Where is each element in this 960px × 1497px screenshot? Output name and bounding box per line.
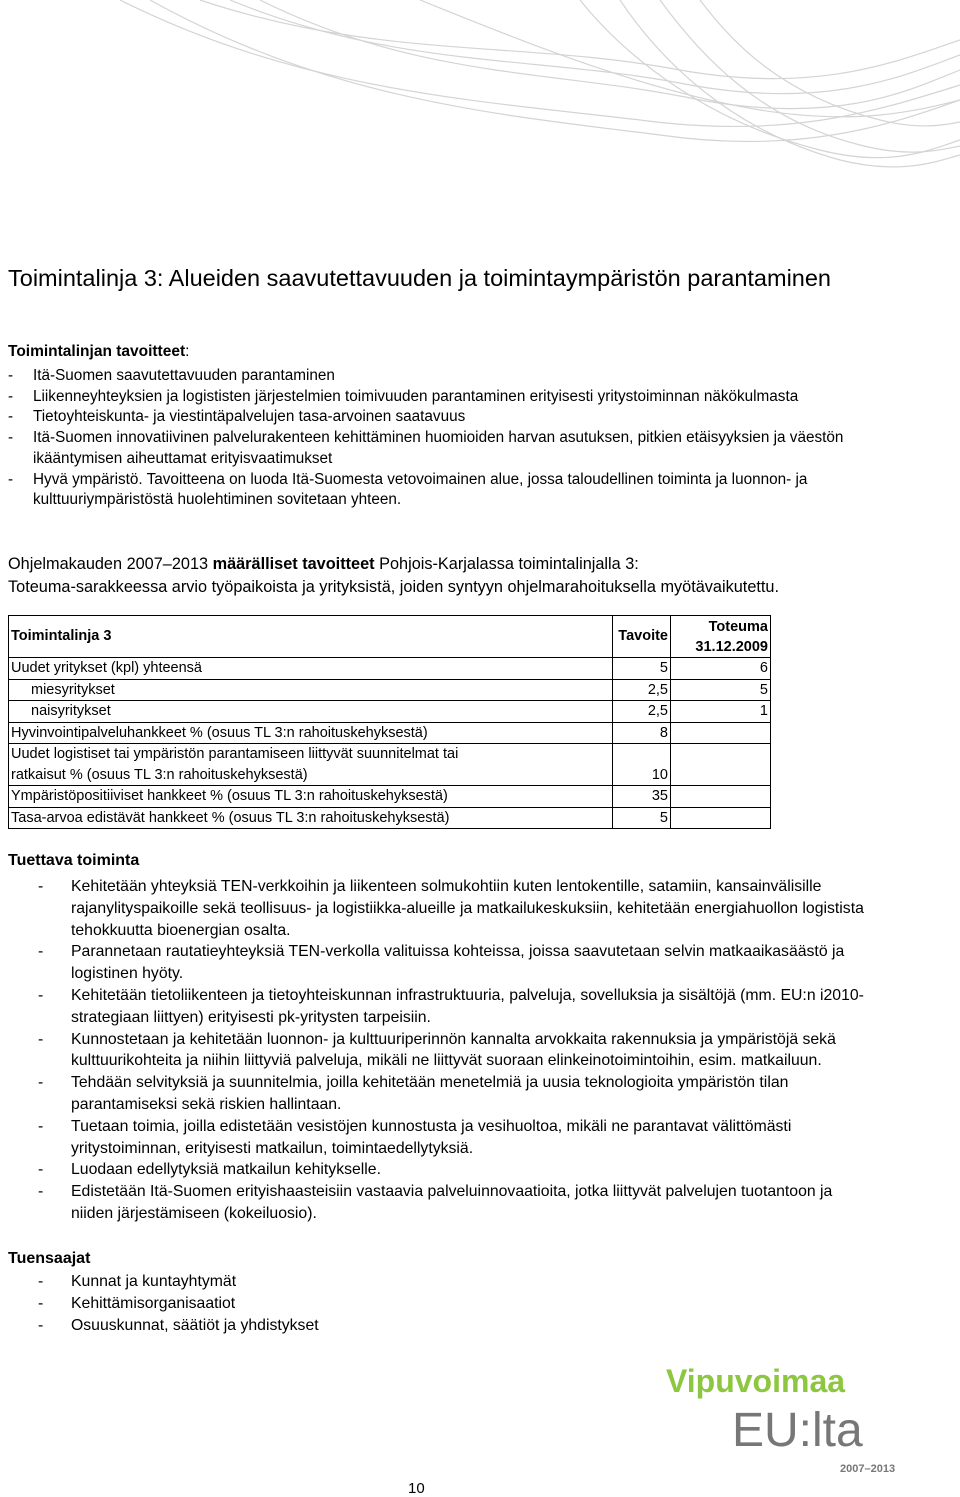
goal-item: [8, 366, 908, 387]
goal-item: [8, 470, 908, 511]
list-item: [38, 941, 878, 985]
list-dash: -: [38, 1074, 44, 1092]
goal-item: [8, 387, 908, 408]
list-dash: -: [38, 1273, 44, 1290]
list-dash: -: [8, 387, 14, 405]
item-text: Kunnat ja kuntayhtymät: [71, 1273, 237, 1290]
list-item: [38, 1181, 878, 1225]
list-item: [38, 1159, 878, 1181]
item-text: Tuetaan toimia, joilla edistetään vesistöjen kunnostusta ja vesihuoltoa, mikäli ne parantavat välittömästi yritystoiminnan, erityisesti matkailun, toimintaedellytyksiä.: [71, 1117, 792, 1157]
list-dash: -: [38, 986, 44, 1004]
row-target: 2,5: [613, 701, 671, 723]
beneficiaries-list: [38, 1271, 878, 1336]
page-number: 10: [408, 1480, 425, 1497]
list-dash: -: [38, 1161, 44, 1179]
row-target: 5: [613, 658, 671, 680]
table-row: [9, 658, 771, 680]
item-text: Kehittämisorganisaatiot: [71, 1294, 236, 1312]
row-label: naisyritykset: [9, 701, 613, 723]
list-item: [38, 1072, 878, 1116]
row-actual: 5: [671, 679, 771, 701]
goal-text: Liikenneyhteyksien ja logististen järjestelmien toimivuuden parantaminen erityisesti yritystoiminnan näkökulmasta: [33, 387, 799, 405]
list-item: [38, 1029, 878, 1073]
goals-heading: Toimintalinjan tavoitteet:: [8, 343, 190, 360]
item-text: Kehitetään tietoliikenteen ja tietoyhteiskunnan infrastruktuuria, palveluja, sovelluksia ja sisältöjä (mm. EU:n i2010-strategiaan liittyen) erityisesti pk-yritysten tarpeisiin.: [71, 986, 864, 1026]
header-target: Tavoite: [613, 616, 671, 658]
logo-eu-text: EU:lta: [732, 1404, 863, 1457]
intro-line-2: Toteuma-sarakkeessa arvio työpaikoista ja yrityksistä, joiden syntyyn ohjelmarahoituksella myötävaikutettu.: [8, 578, 779, 596]
item-text: Luodaan edellytyksiä matkailun kehitykselle.: [71, 1161, 381, 1179]
list-dash: -: [38, 1117, 44, 1135]
intro-line-1: [8, 553, 948, 576]
list-dash: -: [8, 429, 14, 447]
beneficiaries-heading: Tuensaajat: [8, 1250, 91, 1267]
row-actual: 1: [671, 701, 771, 723]
row-actual: 6: [671, 658, 771, 680]
goals-list: [8, 366, 908, 511]
row-actual: [671, 744, 771, 786]
header-actual: [671, 616, 771, 658]
table-row: [9, 679, 771, 701]
goal-text: Itä-Suomen innovatiivinen palvelurakenteen kehittäminen huomioiden harvan asutuksen, pitkien etäisyyksien ja väestön ikääntymisen aiheuttamat erityisvaatimukset: [33, 429, 844, 467]
intro-text: Pohjois-Karjalassa toimintalinjalla 3:: [374, 555, 639, 573]
intro-bold-text: määrälliset tavoitteet: [212, 555, 375, 573]
table-row: [9, 807, 771, 829]
goal-item: [8, 428, 908, 469]
goal-text: Hyvä ympäristö. Tavoitteena on luoda Itä-Suomesta vetovoimainen alue, jossa taloudellinen toiminta ja luonnon- ja kulttuuriympäristöstä huolehtiminen sovitetaan yhteen.: [33, 470, 808, 509]
row-label-line1: Uudet logistiset tai ympäristön parantamiseen liittyvät suunnitelmat tai: [11, 746, 459, 762]
row-target: 35: [613, 786, 671, 808]
targets-table: [8, 615, 771, 829]
row-actual: [671, 722, 771, 744]
item-text: Edistetään Itä-Suomen erityishaasteisiin vastaavia palveluinnovaatioita, jotka liittyvät palvelujen tuotantoon ja niiden järjestämiseen (kokeiluosio).: [71, 1183, 833, 1222]
goal-item: [8, 407, 908, 428]
item-text: Kunnostetaan ja kehitetään luonnon- ja kulttuuriperinnön kannalta arvokkaita rakennuksia ja ympäristöjä sekä kulttuurikohteita ja niihin liittyviä palveluja, mikäli ne liittyvät suoraan elinkeinotoimintoihin, esim. matkailuun.: [71, 1030, 836, 1070]
goal-text: Tietoyhteiskunta- ja viestintäpalvelujen tasa-arvoinen saatavuus: [33, 408, 466, 426]
intro-text: Ohjelmakauden 2007–2013: [8, 555, 213, 573]
goals-heading-text: Toimintalinjan tavoitteet: [8, 343, 186, 360]
row-target: 5: [613, 807, 671, 829]
list-item: [38, 1293, 878, 1315]
row-label: Tasa-arvoa edistävät hankkeet % (osuus TL 3:n rahoituskehyksestä): [9, 807, 613, 829]
list-dash: -: [38, 943, 44, 961]
table-row: [9, 786, 771, 808]
list-dash: -: [8, 367, 14, 384]
list-dash: -: [38, 1316, 44, 1334]
targets-intro: [8, 553, 948, 599]
page-title: Toimintalinja 3: Alueiden saavutettavuuden ja toimintaympäristön parantaminen: [8, 265, 831, 291]
list-dash: -: [38, 1030, 44, 1048]
list-dash: -: [38, 1183, 44, 1201]
table-row: [9, 701, 771, 723]
row-actual: [671, 786, 771, 808]
row-label: miesyritykset: [9, 679, 613, 701]
list-item: [38, 1315, 878, 1337]
supported-list: [38, 876, 878, 1225]
list-dash: -: [8, 470, 14, 488]
list-item: [38, 1116, 878, 1160]
item-text: Parannetaan rautatieyhteyksiä TEN-verkolla valituissa kohteissa, joissa saavutetaan selvin matkaaikasäästö ja logistinen hyöty.: [71, 943, 845, 983]
table-row: [9, 744, 771, 786]
logo-word: Vipuvoimaa: [666, 1363, 846, 1399]
row-label: Uudet yritykset (kpl) yhteensä: [9, 658, 613, 680]
row-target: 10: [613, 744, 671, 786]
row-label: Ympäristöpositiiviset hankkeet % (osuus TL 3:n rahoituskehyksestä): [9, 786, 613, 808]
logo-years: 2007–2013: [840, 1463, 896, 1475]
table-row: [9, 722, 771, 744]
header-actual-line1: Toteuma: [708, 619, 768, 635]
vipuvoimaa-eu-logo: [664, 1360, 914, 1480]
item-text: Kehitetään yhteyksiä TEN-verkkoihin ja liikenteen solmukohtiin kuten lentokentille, satamiin, kansainvälisille rajanylityspaikoille sekä teollisuus- ja logistiikka-alueille ja matkailukeskuksiin, kehitetään energiahuollon logistista tehokkuutta bioenergian osalta.: [71, 878, 864, 939]
list-item: [38, 985, 878, 1029]
row-actual: [671, 807, 771, 829]
supported-heading: Tuettava toiminta: [8, 852, 140, 869]
list-item: [38, 876, 878, 941]
goal-text: Itä-Suomen saavutettavuuden parantaminen: [33, 367, 335, 384]
header-name: Toimintalinja 3: [9, 616, 613, 658]
list-dash: -: [38, 1294, 44, 1312]
row-label-line2: ratkaisut % (osuus TL 3:n rahoituskehyksestä): [11, 766, 308, 783]
list-item: [38, 1271, 878, 1293]
list-dash: -: [8, 408, 14, 426]
row-target: 8: [613, 722, 671, 744]
row-label: [9, 744, 613, 786]
decorative-wave-graphic: [0, 0, 960, 230]
table-header-row: [9, 616, 771, 658]
item-text: Tehdään selvityksiä ja suunnitelmia, joilla kehitetään menetelmiä ja uusia teknologioita ympäristön tilan parantamiseksi sekä riskien hallintaan.: [71, 1074, 789, 1113]
list-dash: -: [38, 878, 44, 895]
row-target: 2,5: [613, 679, 671, 701]
item-text: Osuuskunnat, säätiöt ja yhdistykset: [71, 1316, 319, 1334]
row-label: Hyvinvointipalveluhankkeet % (osuus TL 3:n rahoituskehyksestä): [9, 722, 613, 744]
header-actual-line2: 31.12.2009: [695, 639, 768, 655]
